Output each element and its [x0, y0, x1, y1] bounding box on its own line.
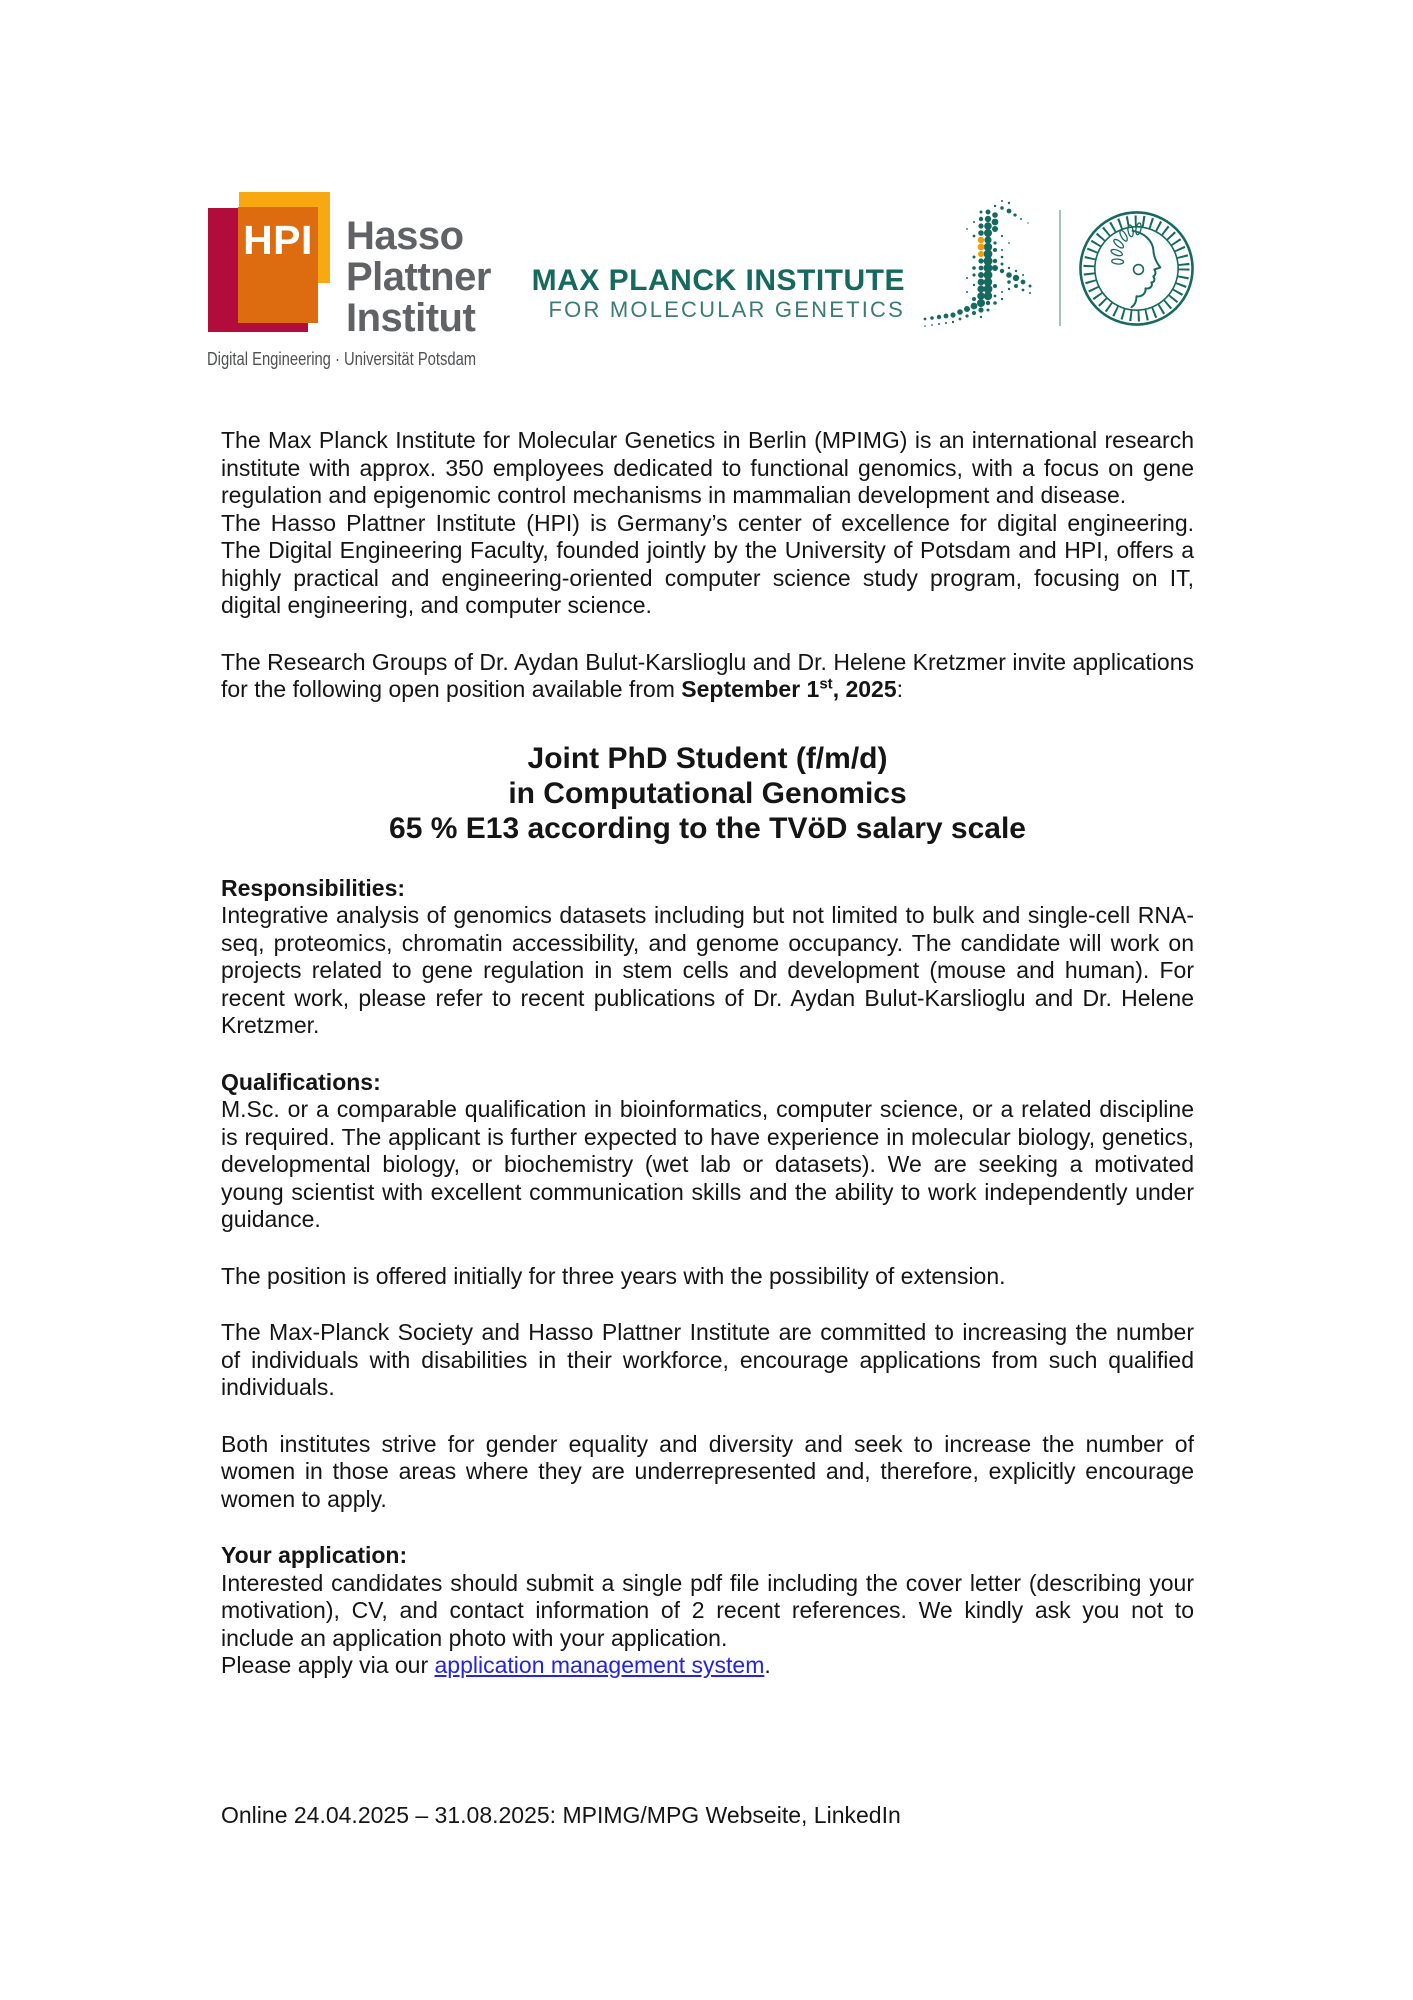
apply-line — [221, 1652, 1194, 1680]
invitation-text: The Research Groups of Dr. Aydan Bulut-Karslioglu and Dr. Helene Kretzmer invite applications for the following open position available from — [221, 648, 1194, 702]
job-title-line2: in Computational Genomics — [508, 776, 907, 810]
application-management-system-link[interactable]: application management system — [434, 1652, 765, 1678]
hpi-wordmark — [346, 216, 491, 339]
apply-suffix: . — [764, 1652, 771, 1678]
hpi-logo-orange-square — [238, 207, 318, 323]
paragraph-mpimg-intro: The Max Planck Institute for Molecular Genetics in Berlin (MPIMG) is an international research institute with approx. 350 employees dedicated to functional genomics, with a focus on gene regulation and epigenomic control mechanisms in mammalian development and disease. — [221, 427, 1194, 508]
document-body — [221, 427, 1194, 1709]
mpi-wordmark-line2: FOR MOLECULAR GENETICS — [548, 297, 905, 322]
mpi-wordmark-line1: MAX PLANCK INSTITUTE — [531, 264, 905, 297]
start-date: September 1 — [681, 676, 820, 702]
mpimg-dna-dots-icon — [918, 198, 1036, 336]
paragraph-disability: The Max-Planck Society and Hasso Plattner Institute are committed to increasing the number of individuals with disabilities in their workforce, encourage applications from such qualified individuals. — [221, 1319, 1194, 1400]
hpi-wordmark-line: Hasso — [346, 214, 464, 258]
responsibilities-text: Integrative analysis of genomics datasets including but not limited to bulk and single-cell RNA-seq, proteomics, chromatin accessibility, and genome occupancy. The candidate will work on projects related to gene regulation in stem cells and development (mouse and human). For recent work, please refer to recent publications of Dr. Aydan Bulut-Karslioglu and Dr. Helene Kretzmer. — [221, 902, 1194, 1038]
hpi-wordmark-line: Institut — [346, 296, 476, 340]
responsibilities-heading: Responsibilities: — [221, 874, 406, 901]
max-planck-minerva-icon — [1077, 209, 1196, 328]
header-divider — [1059, 210, 1061, 326]
paragraph-gender-equality: Both institutes strive for gender equality and diversity and seek to increase the number of women in those areas where they are underrepresented and, therefore, explicitly encourage women to apply. — [221, 1430, 1194, 1512]
hpi-acronym: HPI — [243, 217, 313, 263]
mpi-wordmark — [505, 266, 905, 322]
hpi-tagline: Digital Engineering · Universität Potsdam — [207, 349, 477, 369]
paragraph-invitation — [221, 649, 1194, 704]
start-date-year: , 2025 — [832, 676, 897, 702]
section-application — [221, 1542, 1194, 1680]
job-title-line1: Joint PhD Student (f/m/d) — [527, 741, 888, 775]
paragraph-hpi-intro: The Hasso Plattner Institute (HPI) is Germany’s center of excellence for digital engineering. The Digital Engineering Faculty, founded jointly by the University of Potsdam and HPI, offers a highly practical and engineering-oriented computer science study program, focusing on IT, digital engineering, and computer science. — [221, 509, 1194, 618]
apply-prefix: Please apply via our — [221, 1652, 435, 1678]
invitation-colon: : — [896, 676, 904, 702]
application-heading: Your application: — [221, 1542, 408, 1568]
job-title-line3: 65 % E13 according to the TVöD salary scale — [389, 811, 1026, 845]
section-responsibilities — [221, 875, 1194, 1040]
application-text: Interested candidates should submit a single pdf file including the cover letter (describing your motivation), CV, and contact information of 2 recent references. We kindly ask you not to include an application photo with your application. — [221, 1569, 1194, 1651]
section-qualifications — [221, 1069, 1194, 1234]
hpi-wordmark-line: Plattner — [346, 255, 491, 299]
qualifications-heading: Qualifications: — [221, 1068, 381, 1095]
qualifications-text: M.Sc. or a comparable qualification in bioinformatics, computer science, or a related discipline is required. The applicant is further expected to have experience in molecular biology, genetics, developmental biology, or biochemistry (wet lab or datasets). We are seeking a motivated young scientist with excellent communication skills and the ability to work independently under guidance. — [221, 1096, 1194, 1232]
paragraph-position-duration: The position is offered initially for three years with the possibility of extension. — [221, 1262, 1006, 1289]
start-date-ordinal: st — [819, 675, 833, 693]
publication-period-line: Online 24.04.2025 – 31.08.2025: MPIMG/MPG Webseite, LinkedIn — [221, 1802, 901, 1828]
hpi-logo — [206, 191, 346, 341]
job-title — [221, 741, 1194, 846]
